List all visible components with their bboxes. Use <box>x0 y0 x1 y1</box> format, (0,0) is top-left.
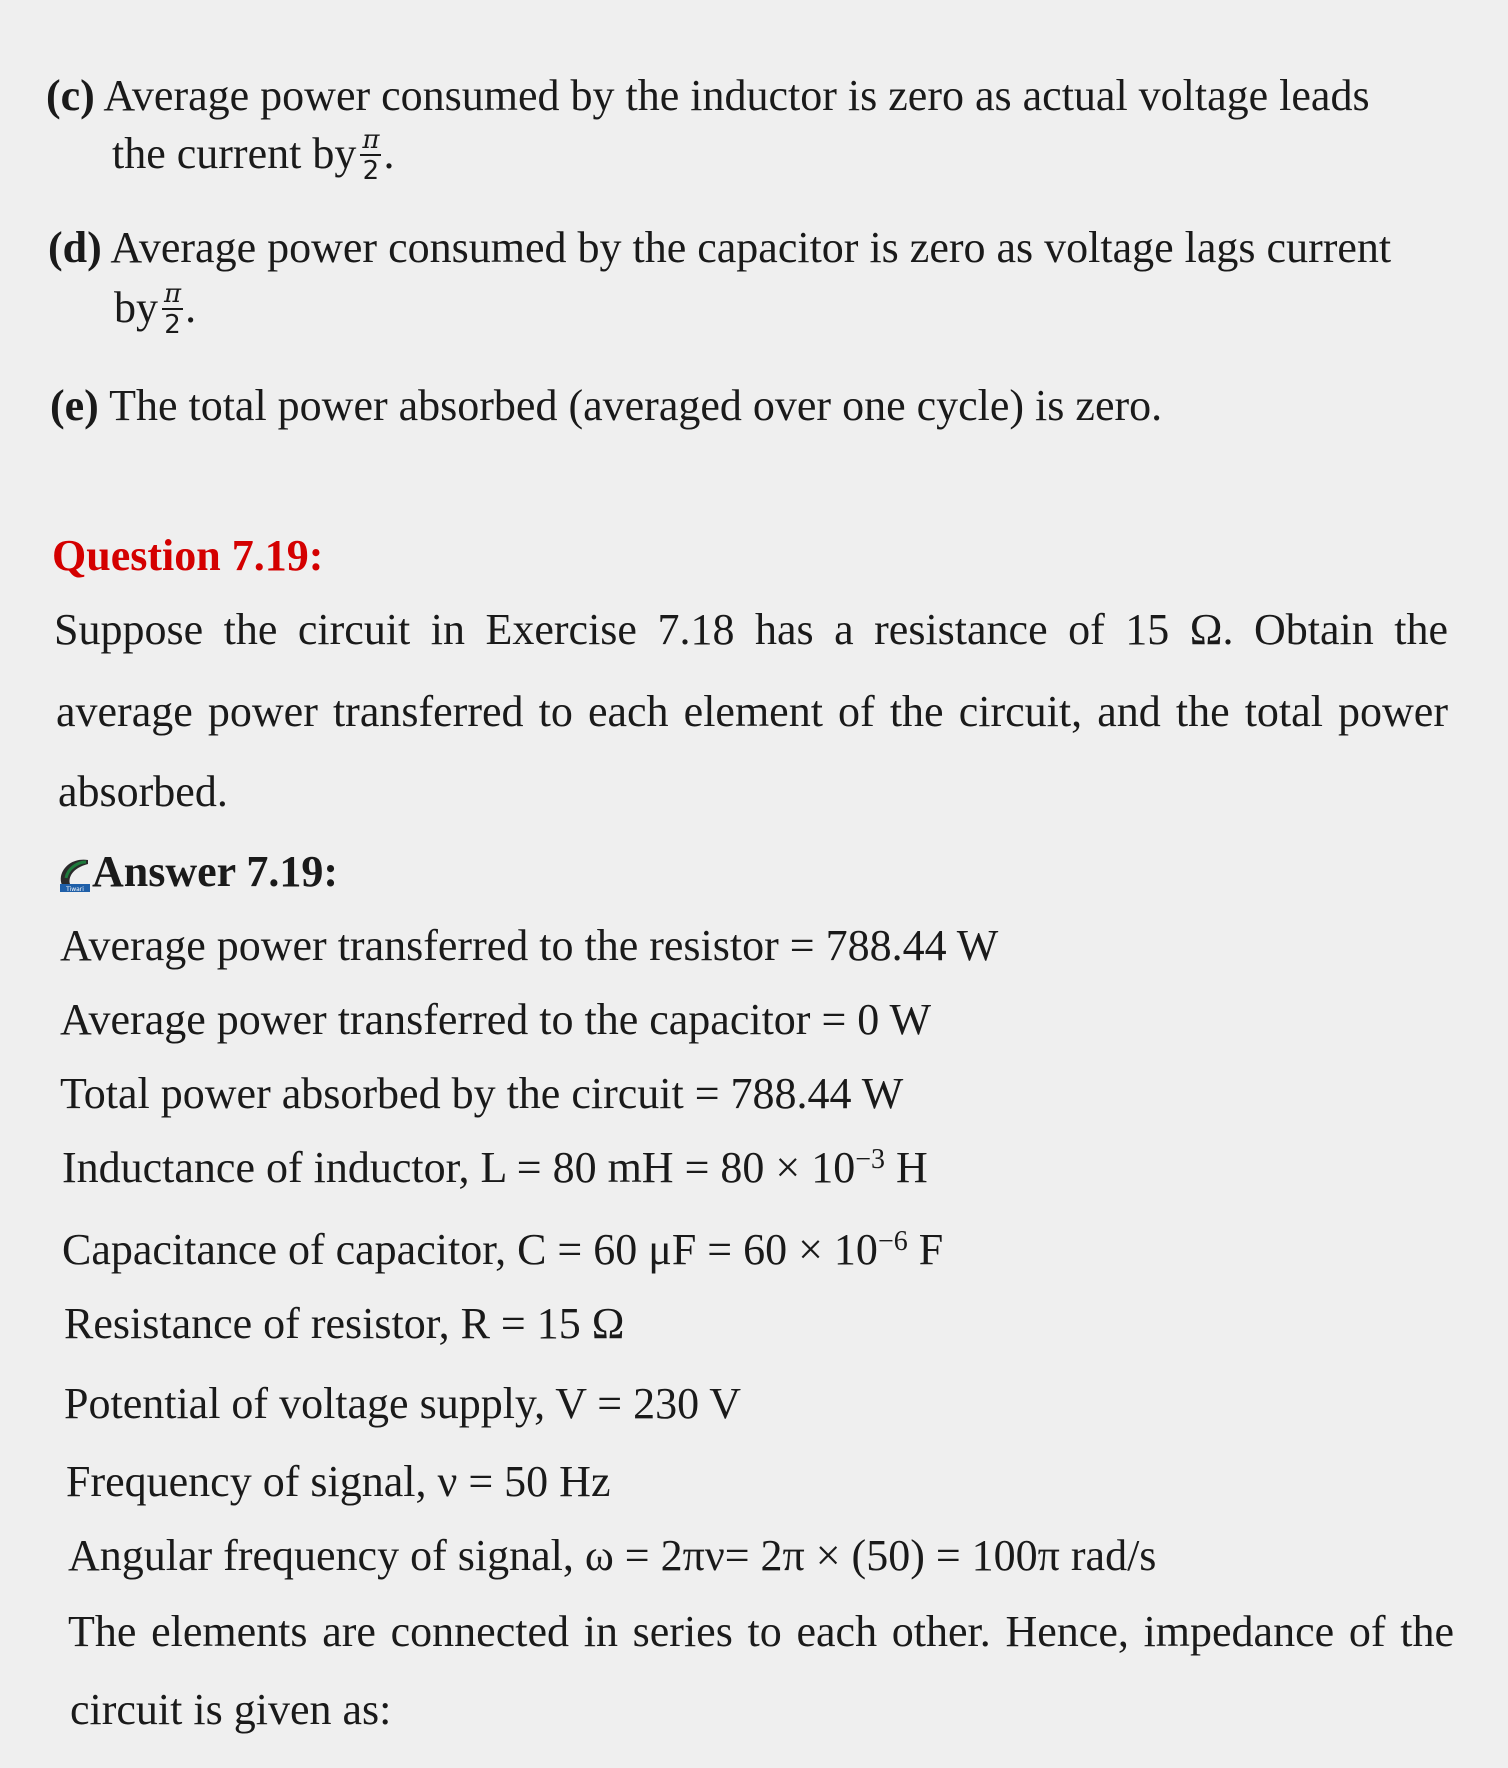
answer-line-capacitance: Capacitance of capacitor, C = 60 $\mu F = 60 \times 10^{-6}$ F <box>62 1225 944 1274</box>
answer-line-potential: Potential of voltage supply, V = 230 V <box>64 1379 742 1428</box>
answer-heading <box>58 846 338 898</box>
question-title: Question 7.19: <box>52 531 324 580</box>
item-d-line1 <box>48 222 1391 274</box>
answer-line-resistor-power: Average power transferred to the resistor = 788.44 W <box>60 921 999 970</box>
item-e-label: (e) <box>50 381 99 430</box>
item-d-text: Average power consumed by the capacitor is zero as voltage lags current <box>110 223 1392 272</box>
answer-line-angular-frequency: Angular frequency of signal, ω = 2πν= 2π × (50) = 100π rad/s <box>68 1531 1157 1580</box>
answer-line-capacitor-power: Average power transferred to the capacitor = 0 W <box>60 995 931 1044</box>
tiwari-logo-icon <box>58 856 90 892</box>
item-c-label: (c) <box>46 71 95 120</box>
question-line-2: average power transferred to each element of the circuit, and the total power <box>56 687 1448 736</box>
question-line-3: absorbed. <box>58 767 228 816</box>
item-d-text2: by <box>114 283 158 333</box>
answer-line-resistance: Resistance of resistor, R = 15 Ω <box>64 1299 625 1348</box>
item-c-line2: the current by $\frac{\pi}{2}$ . <box>112 125 395 186</box>
item-d-line2: by $\frac{\pi}{2}$ . <box>114 279 197 340</box>
svg-text:Tiwari: Tiwari <box>66 886 84 892</box>
pi-over-2-fraction: $\frac{\pi}{2}$ <box>164 279 182 340</box>
answer-line-inductance: Inductance of inductor, L = 80 mH = $80 \times 10^{-3}$ H <box>62 1143 928 1192</box>
item-c-text2: the current by <box>112 129 357 179</box>
answer-line-total-power: Total power absorbed by the circuit = 788.44 W <box>60 1069 904 1118</box>
answer-line-frequency: Frequency of signal, ν = 50 Hz <box>66 1457 611 1506</box>
answer-title: Answer 7.19: <box>92 847 339 896</box>
answer-line-series-1: The elements are connected in series to each other. Hence, impedance of the <box>68 1607 1454 1656</box>
pi-over-2-fraction: $\frac{\pi}{2}$ <box>362 125 380 186</box>
item-e-line <box>50 380 1162 432</box>
question-line-1: Suppose the circuit in Exercise 7.18 has a resistance of 15 Ω. Obtain the <box>54 605 1448 654</box>
answer-line-series-2: circuit is given as: <box>70 1685 392 1734</box>
item-d-label: (d) <box>48 223 102 272</box>
item-e-text: The total power absorbed (averaged over one cycle) is zero. <box>109 381 1163 430</box>
item-c-text: Average power consumed by the inductor is zero as actual voltage leads <box>103 71 1370 120</box>
item-c-line1 <box>46 70 1370 122</box>
